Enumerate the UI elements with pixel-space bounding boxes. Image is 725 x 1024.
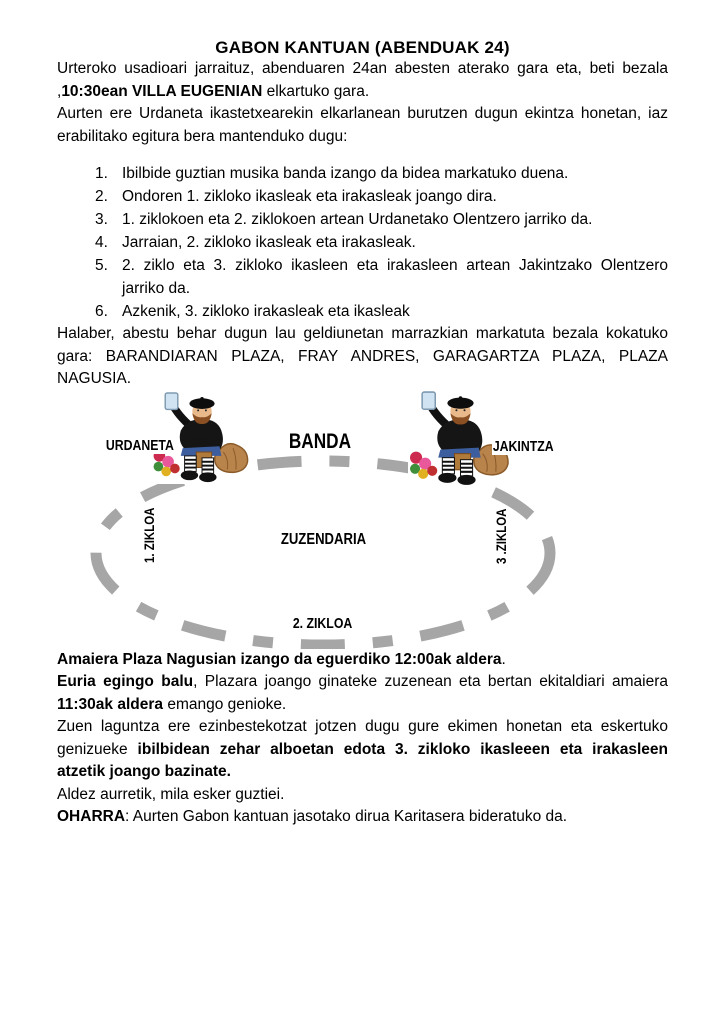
label-3-zikloa: 3 .ZIKLOA (493, 508, 509, 564)
list-item-text: Azkenik, 3. zikloko irakasleak eta ikasleak (122, 303, 410, 320)
paragraph-note (57, 806, 668, 829)
ordered-list (57, 162, 668, 323)
rain-plan-end: emango genioke. (163, 695, 287, 713)
list-item (57, 185, 668, 208)
paragraph-thanks: Aldez aurretik, mila esker guztiei. (57, 785, 285, 803)
label-urdaneta: URDANETA (105, 436, 174, 454)
route-diagram (57, 391, 668, 649)
list-item (57, 208, 668, 231)
label-zuzendaria: ZUZENDARIA (280, 530, 367, 548)
list-item-text: Jarraian, 2. zikloko ikasleak eta irakasleak. (122, 234, 416, 251)
document-content (57, 0, 668, 829)
label-jakintza: JAKINTZA (492, 437, 554, 455)
rain-plan-text: , Plazara joango ginateke zuzenean eta bertan ekitaldiari amaiera (193, 673, 668, 690)
list-item (57, 300, 668, 323)
note-label: OHARRA (57, 808, 126, 825)
list-item-number: 1. (95, 165, 108, 182)
list-item-number: 6. (95, 303, 108, 320)
list-item-number: 3. (95, 211, 108, 228)
paragraph-plazas: Halaber, abestu behar dugun lau geldiunetan marrazkian markatuta bezala kokatuko gara: BARANDIARAN PLAZA, FRAY ANDRES, GARAGARTZA PLAZA, PLAZA NAGUSIA. (57, 325, 668, 387)
label-2-zikloa: 2. ZIKLOA (292, 614, 353, 632)
list-item-number: 5. (95, 257, 108, 274)
ending-time-period: . (501, 650, 506, 668)
list-item (57, 162, 668, 185)
note-text: : Aurten Gabon kantuan jasotako dirua Karitasera bideratuko da. (125, 808, 568, 825)
paragraph-ending-time (57, 649, 668, 672)
label-1-zikloa: 1. ZIKLOA (141, 507, 157, 563)
rain-time-bold: 11:30ak aldera (57, 695, 164, 713)
paragraph-intro-text: Urteroko usadioari jarraituz, abenduaren 24an abesten aterako gara eta, beti bezala , (57, 60, 668, 100)
list-item-text: Ibilbide guztian musika banda izango da bidea markatuko duena. (122, 165, 569, 182)
list-item-text: 1. ziklokoen eta 2. ziklokoen artean Urdanetako Olentzero jarriko da. (122, 211, 593, 228)
list-item-number: 4. (95, 234, 108, 251)
paragraph-intro (57, 58, 668, 103)
label-banda: BANDA (288, 429, 351, 453)
meeting-time-place: 10:30ean VILLA EUGENIAN (61, 82, 263, 100)
list-item-number: 2. (95, 188, 108, 205)
page-title: GABON KANTUAN (ABENDUAK 24) (215, 38, 510, 57)
rain-condition-bold: Euria egingo balu (57, 673, 194, 690)
list-item-text: Ondoren 1. zikloko ikasleak eta irakasleak joango dira. (122, 188, 497, 205)
ending-time-bold: Amaiera Plaza Nagusian izango da eguerdiko 12:00ak aldera (57, 650, 502, 668)
paragraph-help-request (57, 716, 668, 784)
list-item-text: 2. ziklo eta 3. zikloko ikasleen eta irakasleen artean Jakintzako Olentzero jarriko da. (122, 257, 668, 297)
paragraph-rain-plan (57, 671, 668, 716)
paragraph-structure: Aurten ere Urdaneta ikastetxearekin elkarlanean burutzen dugun ekintza honetan, iaz erabilitako egitura bera mantenduko dugu: (57, 105, 668, 145)
list-item (57, 254, 668, 300)
help-request-bold: ibilbidean zehar alboetan edota 3. zikloko ikasleeen eta irakasleen atzetik joango bazinate. (57, 740, 668, 780)
help-request-text: Zuen laguntza ere ezinbestekotzat jotzen dugu gure ekimen honetan eta eskertuko genizueke (57, 718, 668, 758)
list-item (57, 231, 668, 254)
paragraph-intro-end: elkartuko gara. (262, 82, 370, 100)
